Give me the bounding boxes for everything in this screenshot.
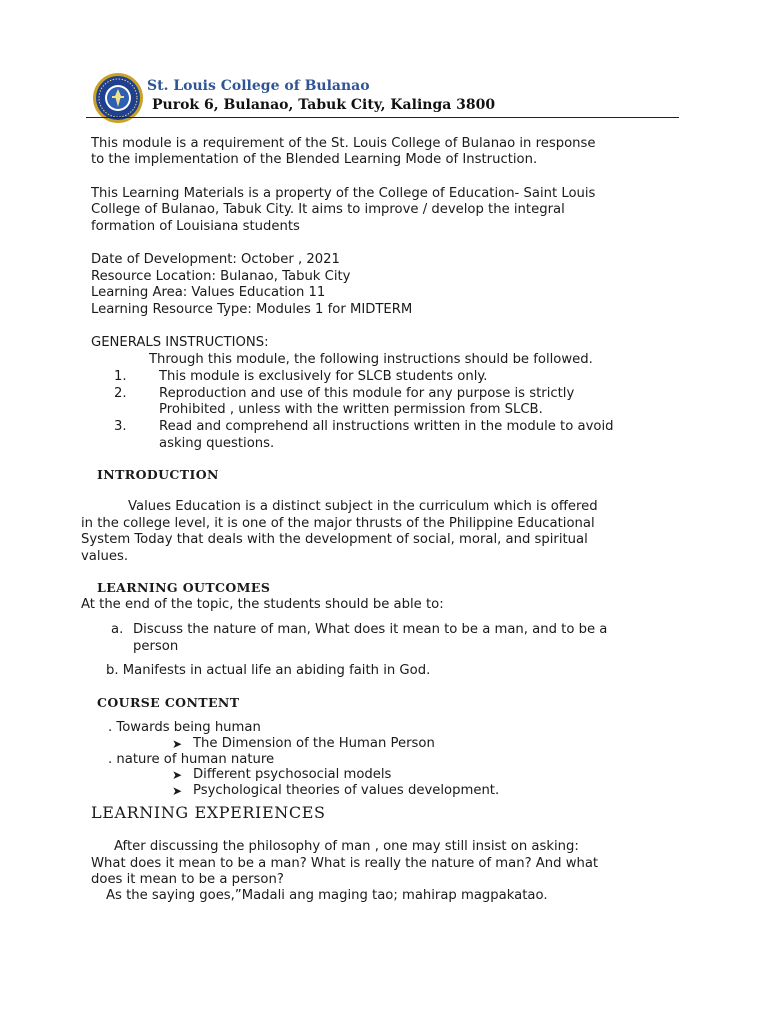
arrowhead-bullet-icon: ➤	[172, 784, 183, 798]
instruction-text: Read and comprehend all instructions written in the module to avoid	[159, 419, 614, 434]
instructions-heading: GENERALS INSTRUCTIONS:	[91, 335, 269, 350]
instruction-text: This module is exclusively for SLCB students only.	[159, 369, 488, 384]
introduction-line: values.	[81, 549, 129, 564]
course-subtopic: Psychological theories of values development.	[193, 783, 500, 798]
experience-line: As the saying goes,”Madali ang maging tao; mahirap magpakatao.	[106, 888, 548, 903]
course-content-heading: COURSE CONTENT	[97, 695, 240, 710]
experience-line: After discussing the philosophy of man , one may still insist on asking:	[114, 839, 579, 854]
instruction-number: 3.	[114, 419, 127, 434]
outcome-marker-a: a.	[111, 622, 124, 637]
course-topic: . Towards being human	[108, 720, 261, 735]
intro-line: formation of Louisiana students	[91, 219, 300, 234]
school-name: St. Louis College of Bulanao	[147, 78, 370, 94]
learning-outcomes-lead: At the end of the topic, the students should be able to:	[81, 597, 444, 612]
instruction-number: 1.	[114, 369, 127, 384]
introduction-line: System Today that deals with the development of social, moral, and spiritual	[81, 532, 588, 547]
outcome-a-text: Discuss the nature of man, What does it mean to be a man, and to be a	[133, 622, 608, 637]
learning-experiences-heading: LEARNING EXPERIENCES	[91, 803, 326, 822]
arrowhead-bullet-icon: ➤	[172, 768, 183, 782]
intro-line: College of Bulanao, Tabuk City. It aims to improve / develop the integral	[91, 202, 565, 217]
learning-outcomes-heading: LEARNING OUTCOMES	[97, 580, 271, 595]
instruction-text: Prohibited , unless with the written permission from SLCB.	[159, 402, 543, 417]
intro-line: This module is a requirement of the St. Louis College of Bulanao in response	[91, 136, 596, 151]
learning-area: Learning Area: Values Education 11	[91, 285, 326, 300]
intro-line: This Learning Materials is a property of the College of Education- Saint Louis	[91, 186, 596, 201]
experience-line: What does it mean to be a man? What is really the nature of man? And what	[91, 856, 599, 871]
outcome-b-text: b. Manifests in actual life an abiding faith in God.	[106, 663, 431, 678]
instruction-text: Reproduction and use of this module for any purpose is strictly	[159, 386, 575, 401]
course-subtopic: The Dimension of the Human Person	[193, 736, 435, 751]
instruction-text: asking questions.	[159, 436, 275, 451]
instruction-number: 2.	[114, 386, 127, 401]
instructions-lead: Through this module, the following instructions should be followed.	[149, 352, 593, 367]
introduction-heading: INTRODUCTION	[97, 467, 219, 482]
learning-resource-type: Learning Resource Type: Modules 1 for MIDTERM	[91, 302, 413, 317]
introduction-line: Values Education is a distinct subject in the curriculum which is offered	[128, 499, 598, 514]
resource-location: Resource Location: Bulanao, Tabuk City	[91, 269, 351, 284]
introduction-line: in the college level, it is one of the major thrusts of the Philippine Educational	[81, 516, 595, 531]
outcome-a-text: person	[133, 639, 179, 654]
date-of-development: Date of Development: October , 2021	[91, 252, 340, 267]
arrowhead-bullet-icon: ➤	[172, 737, 183, 751]
course-topic: . nature of human nature	[108, 752, 275, 767]
header-divider	[86, 117, 679, 118]
experience-line: does it mean to be a person?	[91, 872, 284, 887]
school-address: Purok 6, Bulanao, Tabuk City, Kalinga 3800	[152, 97, 496, 113]
intro-line: to the implementation of the Blended Learning Mode of Instruction.	[91, 152, 538, 167]
course-subtopic: Different psychosocial models	[193, 767, 392, 782]
